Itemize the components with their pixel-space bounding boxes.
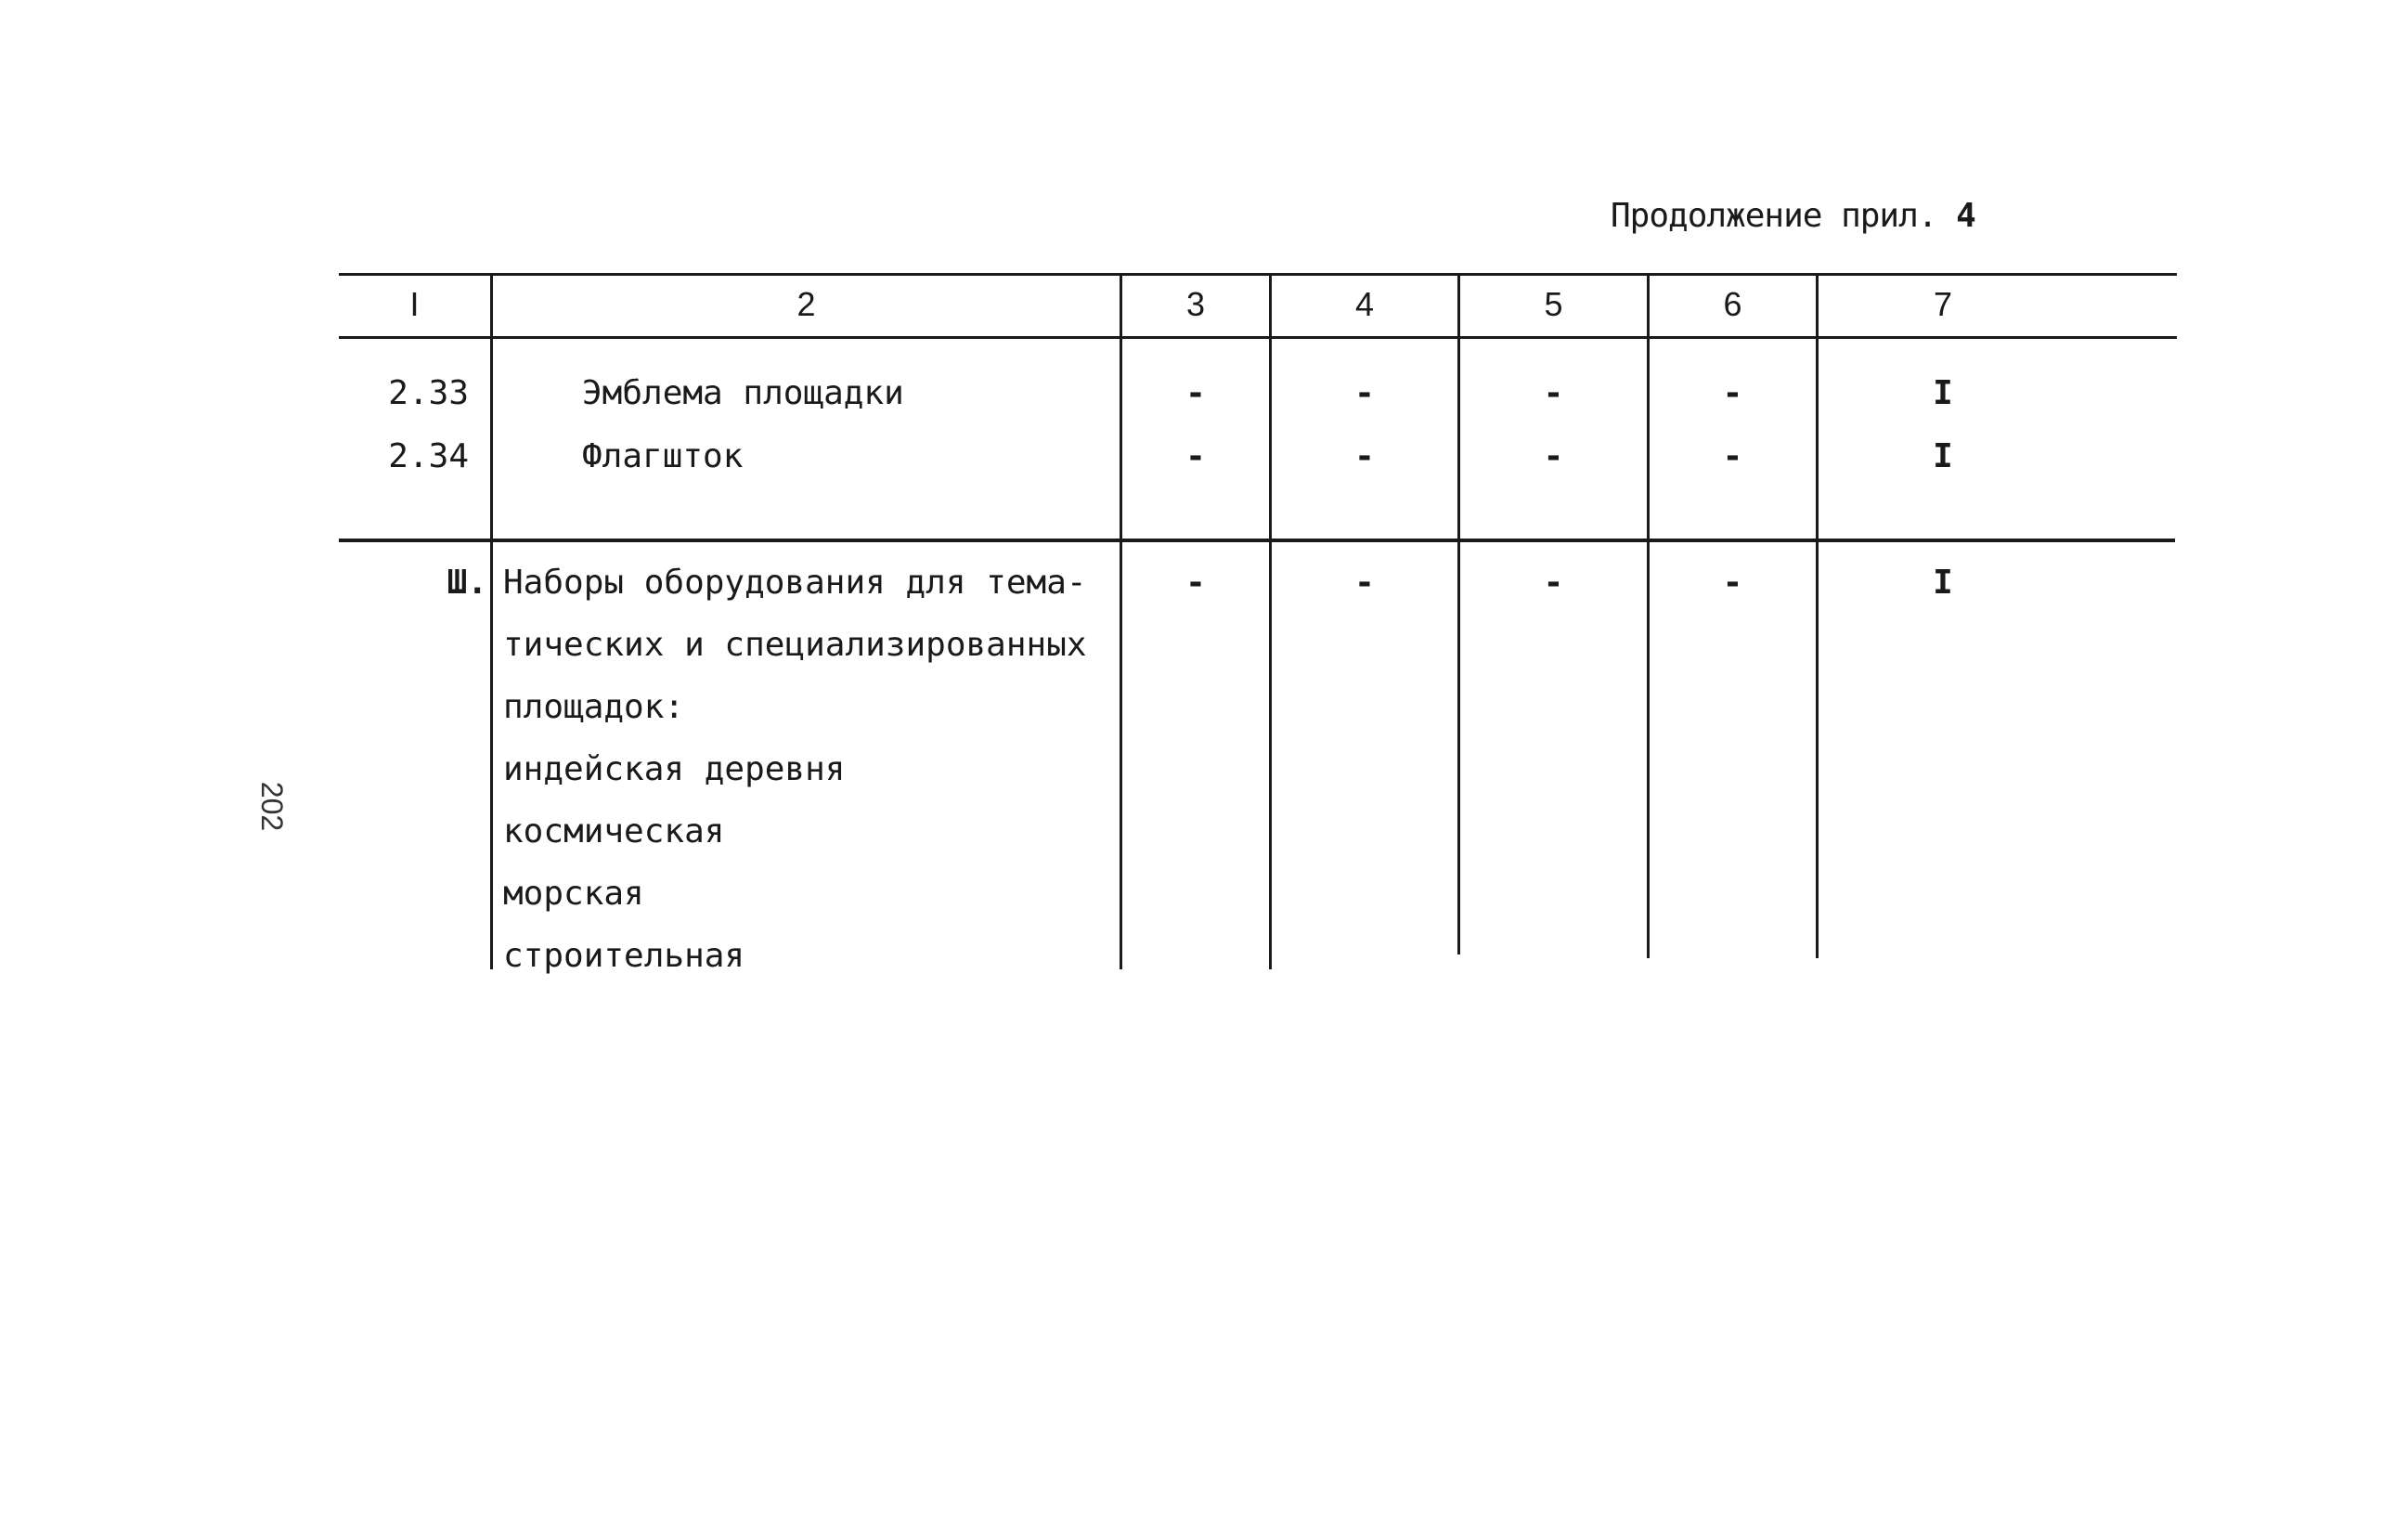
- header-col-2: 2: [796, 285, 816, 323]
- section-cell-col6: -: [1722, 564, 1743, 602]
- row-cell-col5: -: [1543, 437, 1564, 475]
- row-cell-col6: -: [1722, 437, 1743, 475]
- section-line: строительная: [503, 937, 745, 975]
- header-col-4: 4: [1354, 285, 1375, 323]
- row-cell-col3: -: [1185, 374, 1206, 412]
- section-cell-col5: -: [1543, 564, 1564, 602]
- section-divider-rule: [339, 539, 2175, 542]
- row-name: Эмблема площадки: [582, 374, 904, 412]
- row-cell-col3: -: [1185, 437, 1206, 475]
- section-cell-col3: -: [1185, 564, 1206, 602]
- col-divider-1: [490, 275, 493, 969]
- section-line: тических и специализированных: [503, 626, 1087, 664]
- row-cell-col5: -: [1543, 374, 1564, 412]
- continuation-caption: [1611, 197, 1975, 235]
- header-col-5: 5: [1544, 285, 1563, 323]
- page-number: 202: [255, 781, 290, 832]
- header-col-3: 3: [1185, 285, 1206, 323]
- header-col-7: 7: [1933, 285, 1953, 323]
- section-cell-col4: -: [1354, 564, 1375, 602]
- section-cell-col7: I: [1933, 564, 1953, 602]
- header-col-6: 6: [1723, 285, 1742, 323]
- row-cell-col6: -: [1722, 374, 1743, 412]
- row-cell-col4: -: [1354, 437, 1375, 475]
- section-line: космическая: [503, 812, 725, 850]
- row-number: 2.33: [388, 374, 469, 412]
- header-bottom-rule: [339, 336, 2177, 339]
- section-line: индейская деревня: [503, 750, 846, 788]
- table-top-rule: [339, 273, 2177, 276]
- section-line: площадок:: [503, 688, 685, 726]
- row-cell-col7: I: [1933, 437, 1953, 475]
- row-number: 2.34: [388, 437, 469, 475]
- section-line: Наборы оборудования для тема-: [503, 564, 1087, 602]
- row-cell-col4: -: [1354, 374, 1375, 412]
- caption-number: 4: [1956, 197, 1975, 235]
- header-col-1: I: [409, 285, 420, 323]
- section-line: морская: [503, 875, 644, 913]
- caption-text: Продолжение прил.: [1611, 197, 1937, 235]
- section-number: Ш.: [447, 564, 487, 602]
- row-cell-col7: I: [1933, 374, 1953, 412]
- row-name: Флагшток: [582, 437, 744, 475]
